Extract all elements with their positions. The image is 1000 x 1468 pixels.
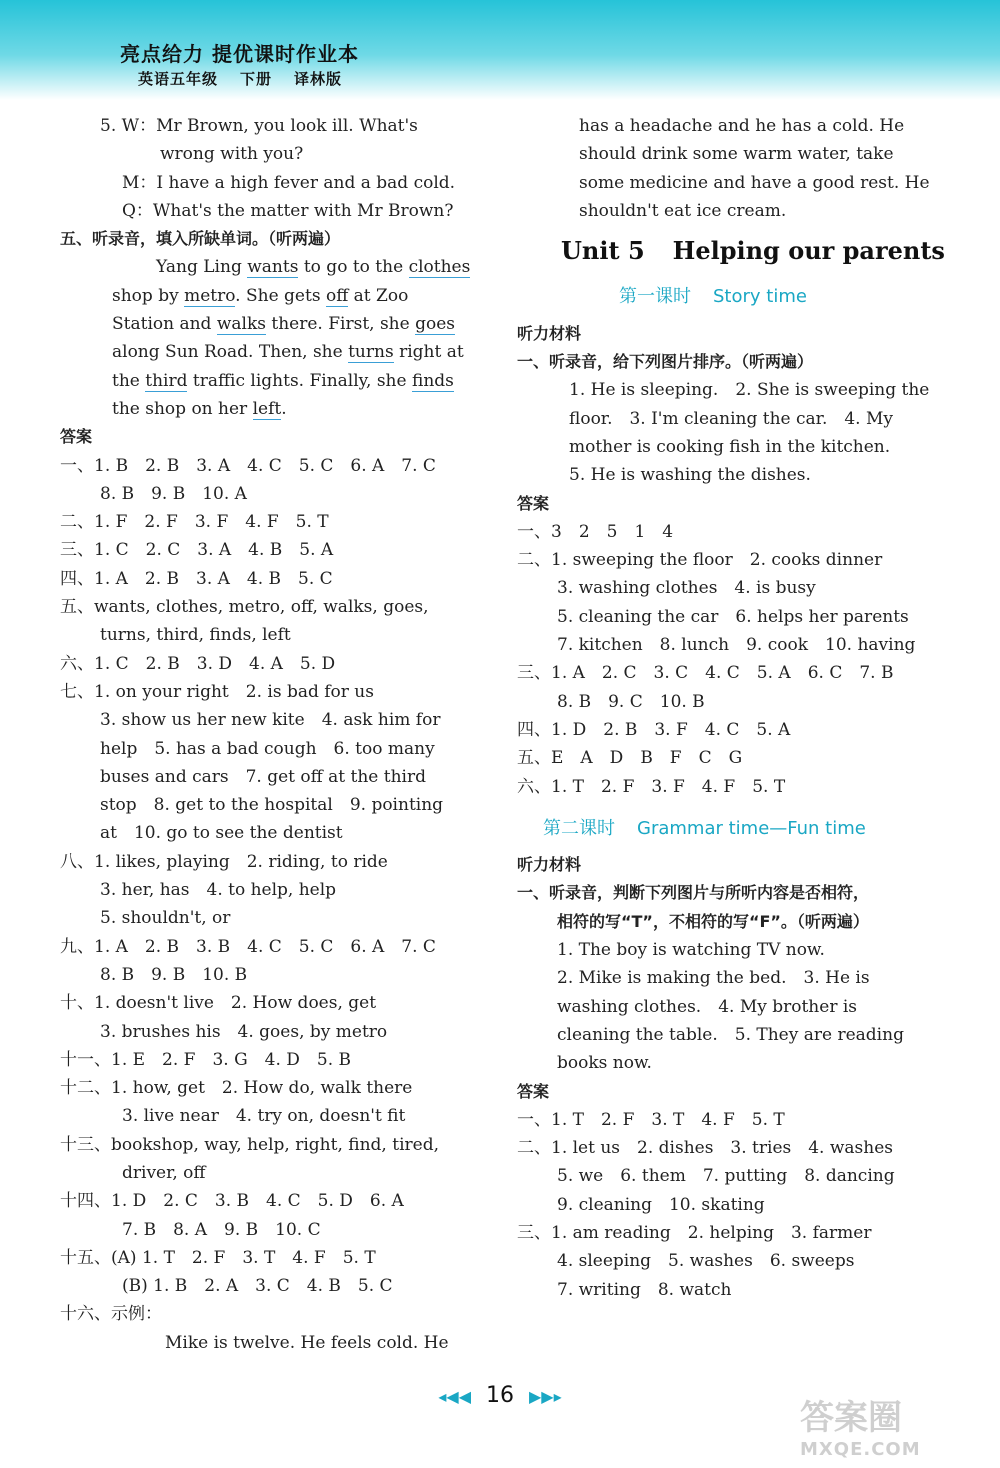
answer-line: 3. her, has 4. to help, help — [100, 880, 337, 901]
answer-line: 一、1. T 2. F 3. T 4. F 5. T — [517, 1109, 785, 1130]
question-heading: 一、听录音，给下列图片排序。（听两遍） — [517, 352, 814, 372]
answer-line: 九、1. A 2. B 3. B 4. C 5. C 6. A 7. C — [60, 936, 436, 957]
book-title: 亮点给力 提优课时作业本 — [120, 42, 359, 66]
section-heading: 听力材料 — [517, 323, 582, 343]
volume: 下册 — [240, 70, 273, 88]
answer-line: 八、1. likes, playing 2. riding, to ride — [60, 851, 388, 872]
edition: 译林版 — [294, 70, 343, 88]
text-line: washing clothes. 4. My brother is — [557, 996, 858, 1017]
text-line: floor. 3. I'm cleaning the car. 4. My — [569, 408, 893, 429]
watermark — [800, 1390, 990, 1460]
answer-line: 二、1. F 2. F 3. F 4. F 5. T — [60, 512, 329, 533]
text-line: 5. W：Mr Brown, you look ill. What's — [100, 116, 418, 136]
section-heading: 五、听录音，填入所缺单词。（听两遍） — [60, 229, 341, 249]
answer-line: 3. washing clothes 4. is busy — [557, 578, 816, 599]
text-line: some medicine and have a good rest. He — [579, 172, 930, 193]
text-line: 2. Mike is making the bed. 3. He is — [557, 968, 870, 989]
text-line: cleaning the table. 5. They are reading — [557, 1024, 904, 1045]
unit-title: Unit 5 Helping our parents — [561, 236, 945, 266]
question-heading: 相符的写“T”，不相符的写“F”。（听两遍） — [557, 911, 869, 931]
text-line: 1. The boy is watching TV now. — [557, 940, 825, 961]
text-line: should drink some warm water, take — [579, 144, 894, 165]
answer-line: Mike is twelve. He feels cold. He — [165, 1332, 449, 1353]
text-line: has a headache and he has a cold. He — [579, 116, 905, 136]
answer-line: buses and cars 7. get off at the third — [100, 766, 426, 787]
answer-line: 五、E A D B F C G — [517, 748, 743, 769]
text-line: mother is cooking fish in the kitchen. — [569, 436, 891, 457]
answer-line: 一、3 2 5 1 4 — [517, 521, 674, 542]
answer-line: help 5. has a bad cough 6. too many — [100, 738, 435, 759]
answer-line: 3. live near 4. try on, doesn't fit — [122, 1106, 406, 1127]
answer-line: 六、1. T 2. F 3. F 4. F 5. T — [517, 776, 786, 797]
answer-line: 十一、1. E 2. F 3. G 4. D 5. B — [60, 1049, 352, 1070]
answer-line: 8. B 9. B 10. A — [100, 483, 247, 504]
text-line: M：I have a high fever and a bad cold. — [122, 172, 456, 193]
answer-line: 8. B 9. C 10. B — [557, 691, 705, 712]
answer-line: 5. cleaning the car 6. helps her parents — [557, 606, 909, 627]
answer-line: 三、1. am reading 2. helping 3. farmer — [517, 1222, 872, 1243]
answer-line: 8. B 9. B 10. B — [100, 964, 248, 985]
section-heading: 听力材料 — [517, 855, 582, 875]
answer-line: 四、1. D 2. B 3. F 4. C 5. A — [517, 719, 791, 740]
answer-line: driver, off — [122, 1162, 206, 1183]
left-column — [60, 112, 485, 1357]
answer-line: 十五、(A) 1. T 2. F 3. T 4. F 5. T — [60, 1247, 376, 1268]
answer-line: 六、1. C 2. B 3. D 4. A 5. D — [60, 653, 336, 674]
left-arrows-icon: ◂◀◀ — [438, 1387, 471, 1406]
answer-line: 9. cleaning 10. skating — [557, 1194, 765, 1215]
answer-line: 十六、示例： — [60, 1304, 162, 1325]
watermark-url: MXQE.COM — [800, 1439, 921, 1460]
text-line: Q：What's the matter with Mr Brown? — [122, 200, 454, 221]
answer-line: 二、1. sweeping the floor 2. cooks dinner — [517, 550, 883, 571]
text-line: 1. He is sleeping. 2. She is sweeping the — [569, 380, 930, 401]
answer-line: 三、1. C 2. C 3. A 4. B 5. A — [60, 540, 334, 561]
answer-line: 十三、bookshop, way, help, right, find, tired, — [60, 1134, 439, 1155]
answer-line: 十二、1. how, get 2. How do, walk there — [60, 1078, 413, 1099]
book-subtitle — [138, 68, 364, 89]
answer-line: 7. kitchen 8. lunch 9. cook 10. having — [557, 635, 916, 656]
passage-line: the third traffic lights. Finally, she finds — [112, 370, 454, 391]
answer-line: at 10. go to see the dentist — [100, 823, 343, 844]
answer-line: 7. B 8. A 9. B 10. C — [122, 1219, 321, 1240]
answer-line: 三、1. A 2. C 3. C 4. C 5. A 6. C 7. B — [517, 663, 894, 684]
text-line: wrong with you? — [160, 144, 304, 165]
answer-line: 4. sleeping 5. washes 6. sweeps — [557, 1251, 855, 1272]
answers-heading: 答案 — [517, 1081, 550, 1101]
answer-line: 四、1. A 2. B 3. A 4. B 5. C — [60, 568, 333, 589]
passage-line: the shop on her left. — [112, 398, 287, 419]
answer-line: 七、1. on your right 2. is bad for us — [60, 681, 374, 702]
answer-line: 十四、1. D 2. C 3. B 4. C 5. D 6. A — [60, 1191, 404, 1212]
lesson-heading: 第一课时 Story time — [619, 286, 807, 308]
passage-line: Station and walks there. First, she goes — [112, 314, 456, 335]
answer-line: 7. writing 8. watch — [557, 1279, 732, 1300]
answer-line: 十、1. doesn't live 2. How does, get — [60, 993, 377, 1014]
answers-heading: 答案 — [517, 493, 550, 513]
subject: 英语五年级 — [138, 70, 219, 88]
answer-line: 3. show us her new kite 4. ask him for — [100, 710, 441, 731]
right-arrows-icon: ▶▶▸ — [529, 1387, 562, 1406]
passage-line: Yang Ling wants to go to the clothes — [156, 257, 471, 278]
answer-line: 二、1. let us 2. dishes 3. tries 4. washes — [517, 1138, 894, 1159]
answer-line: 一、1. B 2. B 3. A 4. C 5. C 6. A 7. C — [60, 455, 436, 476]
answer-line: (B) 1. B 2. A 3. C 4. B 5. C — [122, 1276, 393, 1297]
answer-line: 5. shouldn't, or — [100, 908, 231, 929]
passage-line: shop by metro. She gets off at Zoo — [112, 285, 409, 306]
answer-line: 五、wants, clothes, metro, off, walks, goes, — [60, 597, 429, 618]
text-line: 5. He is washing the dishes. — [569, 465, 811, 486]
text-line: books now. — [557, 1053, 652, 1074]
answer-line: stop 8. get to the hospital 9. pointing — [100, 795, 444, 816]
right-column — [517, 112, 945, 1304]
answer-line: 5. we 6. them 7. putting 8. dancing — [557, 1166, 895, 1187]
page-number: 16 — [486, 1383, 514, 1408]
answers-heading: 答案 — [60, 427, 93, 447]
passage-line: along Sun Road. Then, she turns right at — [112, 342, 464, 363]
lesson-heading: 第二课时 Grammar time—Fun time — [543, 817, 866, 839]
answer-line: 3. brushes his 4. goes, by metro — [100, 1021, 388, 1042]
answer-line: turns, third, finds, left — [100, 625, 291, 646]
watermark-logo: 答案圈 — [800, 1398, 902, 1438]
text-line: shouldn't eat ice cream. — [579, 200, 787, 221]
question-heading: 一、听录音，判断下列图片与所听内容是否相符， — [517, 883, 870, 903]
